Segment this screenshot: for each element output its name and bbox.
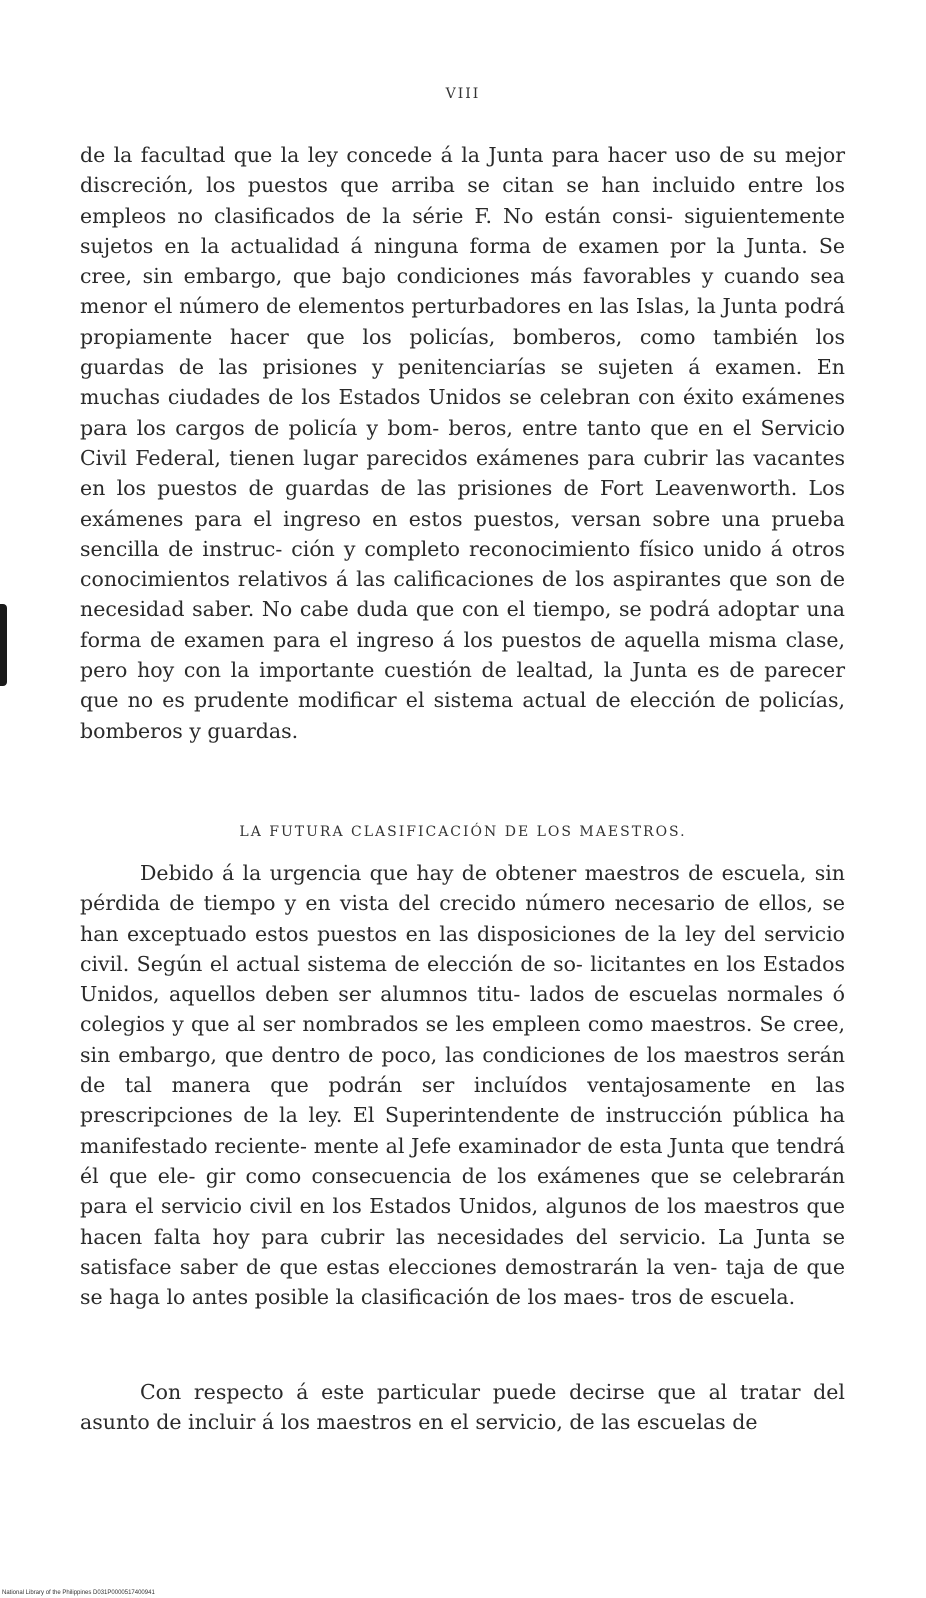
paragraph-maestros: Debido á la urgencia que hay de obtener maestros de escuela, sin pérdida de tiempo y en vista del crecido número necesario de ellos, se han exceptuado estos puestos en las disposiciones de la ley del servicio civil. Según el actual sistema de elección de so- licitantes en los Estados Unidos, aquellos deben ser alumnos titu- lados de escuelas normales ó colegios y que al ser nombrados se les empleen como maestros. Se cree, sin embargo, que dentro de poco, las condiciones de los maestros serán de tal manera que podrán ser incluídos ventajosamente en las prescripciones de la ley. El Superintendente de instrucción pública ha manifestado reciente- mente al Jefe examinador de esta Junta que tendrá él que ele- gir como consecuencia de los exámenes que se celebrarán para el servicio civil en los Estados Unidos, algunos de los maestros que hacen falta hoy para cubrir las necesidades del servicio. La Junta se satisface saber de que estas elecciones demostrarán la ven- taja de que se haga lo antes posible la clasificación de los maes- tros de escuela. bbox=[80, 861, 845, 1310]
paragraph-respecto: Con respecto á este particular puede decirse que al tratar del asunto de incluir á los maestros en el servicio, de las escuelas de bbox=[80, 1380, 845, 1435]
scan-edge-mark bbox=[0, 604, 7, 686]
paragraph-policias: de la facultad que la ley concede á la Junta para hacer uso de su mejor discreción, los puestos que arriba se citan se han incluido entre los empleos no clasificados de la série F. No están consi- siguientemente sujetos en la actualidad á ninguna forma de examen por la Junta. Se cree, sin embargo, que bajo condiciones más favorables y cuando sea menor el número de elementos perturbadores en las Islas, la Junta podrá propiamente hacer que los policías, bomberos, como también los guardas de las prisiones y penitenciarías se sujeten á examen. En muchas ciudades de los Estados Unidos se celebran con éxito exámenes para los cargos de policía y bom- beros, entre tanto que en el Servicio Civil Federal, tienen lugar parecidos exámenes para cubrir las vacantes en los puestos de guardas de las prisiones de Fort Leavenworth. Los exámenes para el ingreso en estos puestos, versan sobre una prueba sencilla de instruc- ción y completo reconocimiento físico unido á otros conocimientos relativos á las calificaciones de los aspirantes que son de necesidad saber. No cabe duda que con el tiempo, se podrá adoptar una forma de examen para el ingreso á los puestos de aquella misma clase, pero hoy con la importante cuestión de lealtad, la Junta es de parecer que no es prudente modificar el sistema actual de elección de policías, bomberos y guardas. bbox=[80, 143, 845, 743]
page-number: VIII bbox=[445, 86, 481, 102]
footer-credit: National Library of the Philippines D031P0000517400941 bbox=[2, 1590, 155, 1596]
section-heading: LA FUTURA CLASIFICACIÓN DE LOS MAESTROS. bbox=[239, 824, 687, 840]
